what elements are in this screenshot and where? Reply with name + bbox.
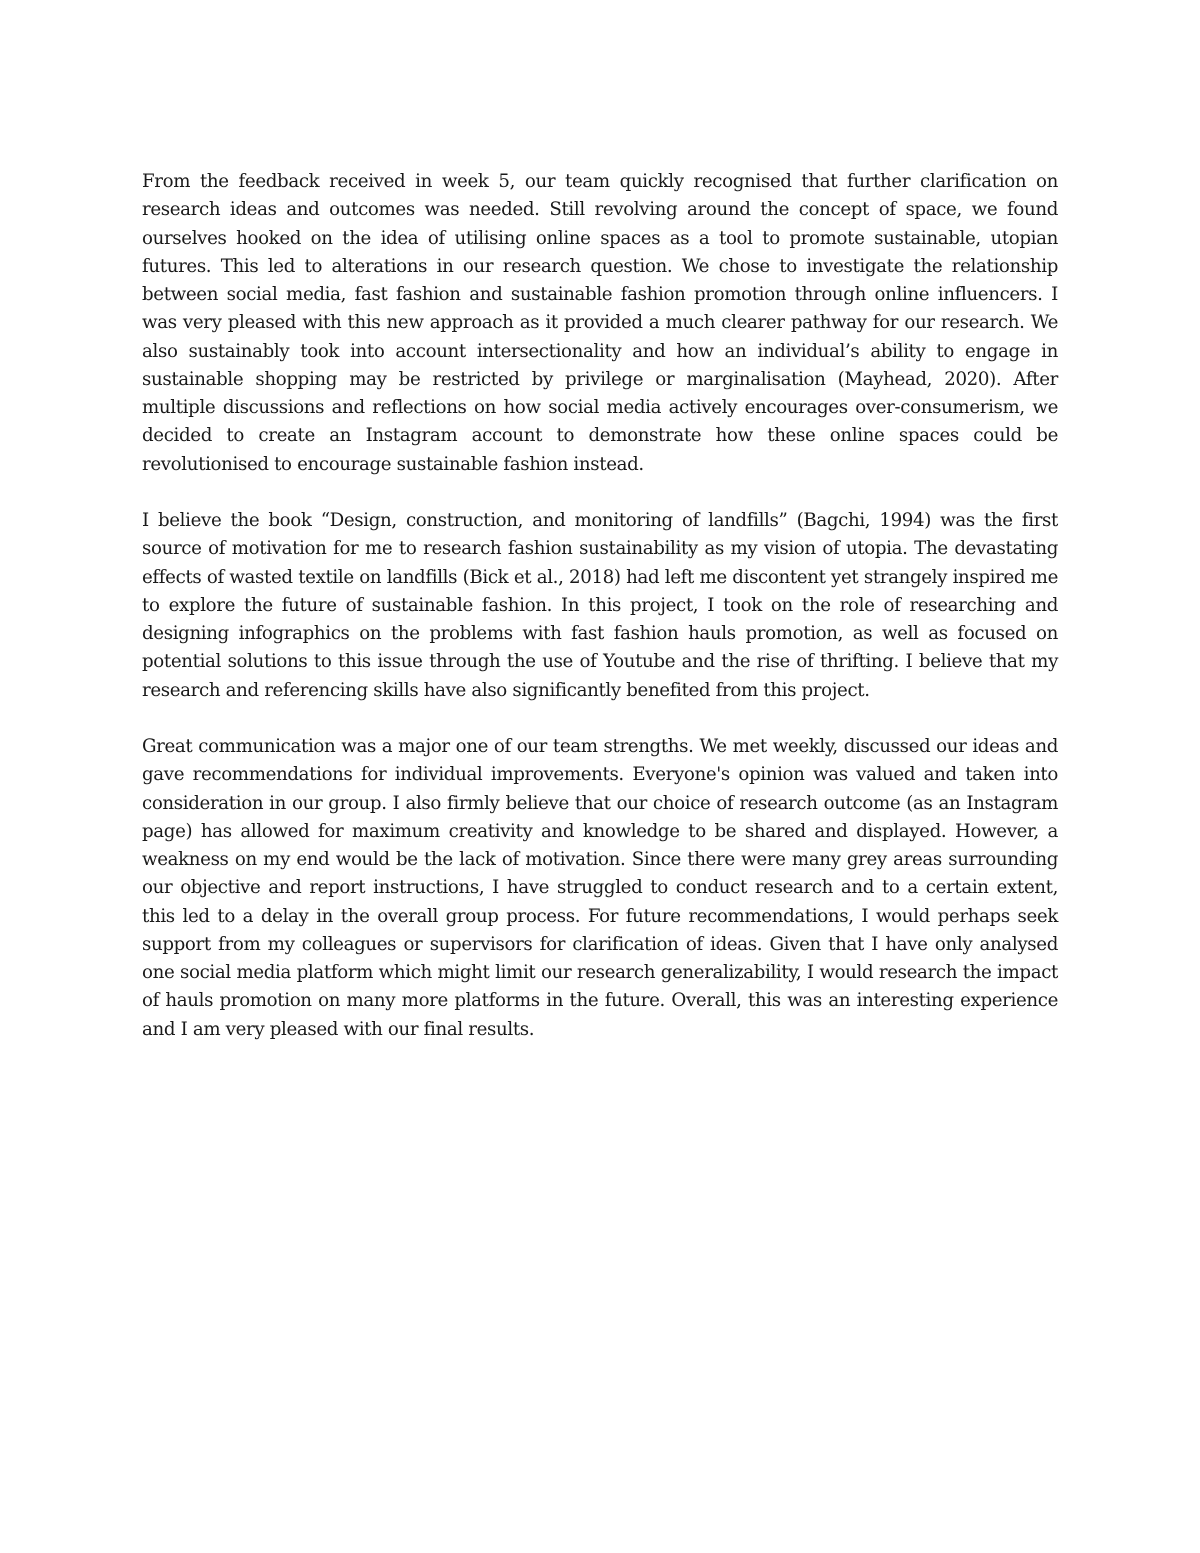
paragraph-feedback-reflection: From the feedback received in week 5, our team quickly recognised that further clarification on research ideas and outcomes was needed. Still revolving around the concept of space, we found ourselves hooked on the idea of utilising online spaces as a tool to promote sustainable, utopian futures. This led to alterations in our research question. We chose to investigate the relationship between social media, fast fashion and sustainable fashion promotion through online influencers. I was very pleased with this new approach as it provided a much clearer pathway for our research. We also sustainably took into account intersectionality and how an individual’s ability to engage in sustainable shopping may be restricted by privilege or marginalisation (Mayhead, 2020). After multiple discussions and reflections on how social media actively encourages over-consumerism, we decided to create an Instagram account to demonstrate how these online spaces could be revolutionised to encourage sustainable fashion instead. (142, 171, 1058, 475)
paragraph-motivation-role: I believe the book “Design, construction, and monitoring of landfills” (Bagchi, 1994) was the first source of motivation for me to research fashion sustainability as my vision of utopia. The devastating effects of wasted textile on landfills (Bick et al., 2018) had left me discontent yet strangely inspired me to explore the future of sustainable fashion. In this project, I took on the role of researching and designing infographics on the problems with fast fashion hauls promotion, as well as focused on potential solutions to this issue through the use of Youtube and the rise of thrifting. I believe that my research and referencing skills have also significantly benefited from this project. (142, 510, 1058, 701)
paragraph-strengths-weaknesses: Great communication was a major one of our team strengths. We met weekly, discussed our ideas and gave recommendations for individual improvements. Everyone's opinion was valued and taken into consideration in our group. I also firmly believe that our choice of research outcome (as an Instagram page) has allowed for maximum creativity and knowledge to be shared and displayed. However, a weakness on my end would be the lack of motivation. Since there were many grey areas surrounding our objective and report instructions, I have struggled to conduct research and to a certain extent, this led to a delay in the overall group process. For future recommendations, I would perhaps seek support from my colleagues or supervisors for clarification of ideas. Given that I have only analysed one social media platform which might limit our research generalizability, I would research the impact of hauls promotion on many more platforms in the future. Overall, this was an interesting experience and I am very pleased with our final results. (142, 736, 1058, 1040)
document-body (142, 168, 1058, 1072)
